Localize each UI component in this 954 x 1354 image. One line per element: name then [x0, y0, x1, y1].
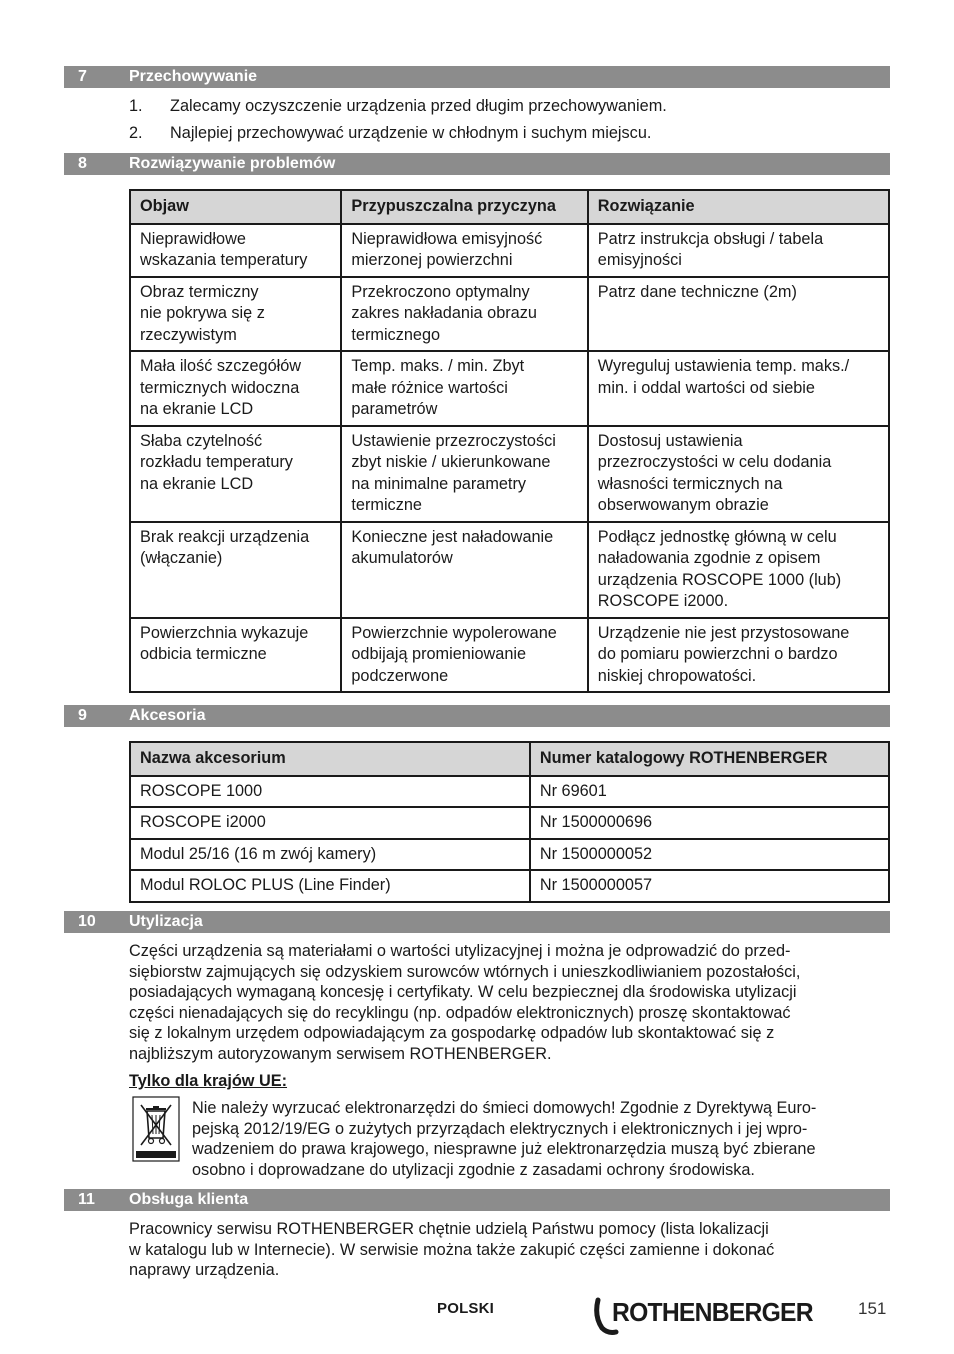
text-line: się z lokalnym urzędem odpowiadającym za gospodarkę odpadów lub skontaktować się z — [129, 1024, 775, 1043]
text-line: min. i oddal wartości od siebie — [597, 378, 815, 397]
text-line: emisyjności — [597, 251, 682, 269]
section-title: Akcesoria — [129, 707, 206, 724]
column-header: Nazwa akcesorium — [130, 742, 530, 776]
text-line: rzeczywistym — [140, 325, 237, 344]
column-header: Przypuszczalna przyczyna — [341, 190, 587, 224]
text-line: parametrów — [351, 400, 438, 418]
table-cell: Modul 25/16 (16 m zwój kamery) — [130, 839, 530, 871]
text-line: siębiorstw zajmujących się odzyskiem surowców wtórnych i unieszkodliwianiem pozostałości, — [129, 962, 801, 981]
text-line: Obraz termiczny — [140, 282, 259, 301]
table-row — [130, 870, 889, 902]
text-line: ROSCOPE i2000. — [597, 592, 729, 610]
text-line: zakres nakładania obrazu — [351, 304, 537, 322]
text-line: zbyt niskie / ukierunkowane — [351, 453, 551, 471]
table-cell — [130, 277, 341, 352]
table-cell: Nr 1500000052 — [530, 839, 889, 871]
table-header-row — [130, 190, 889, 224]
troubleshooting-table — [129, 189, 890, 693]
eu-only-heading: Tylko dla krajów UE: — [129, 1072, 288, 1090]
column-header: Numer katalogowy ROTHENBERGER — [530, 742, 889, 776]
section-number: 7 — [78, 68, 87, 85]
table-row — [130, 224, 889, 277]
table-cell — [341, 277, 587, 352]
text-line: na minimalne parametry — [351, 474, 527, 493]
text-line: mierzonej powierzchni — [351, 251, 513, 269]
table-row — [130, 807, 889, 839]
section-number: 11 — [78, 1191, 95, 1208]
section-11-header — [64, 1189, 890, 1211]
table-cell — [341, 522, 587, 618]
customer-service-paragraph — [129, 1219, 891, 1281]
text-line: naładowania zgodnie z opisem — [597, 549, 821, 567]
table-cell: ROSCOPE i2000 — [130, 807, 530, 839]
text-line: w katalogu lub w Internecie). W serwisie można także zakupić części zamienne i dokonać — [129, 1240, 775, 1259]
text-line: Części urządzenia są materiałami o wartości utylizacyjnej i można je odprowadzić do przed- — [129, 942, 791, 960]
text-line: na ekranie LCD — [140, 400, 254, 418]
list-item — [129, 96, 889, 123]
text-line: Brak reakcji urządzenia — [140, 527, 310, 546]
text-line: posiadających wymaganą koncesję i certyfikaty. W celu bezpiecznej dla środowiska utylizacji — [129, 983, 797, 1002]
list-item-text: Zalecamy oczyszczenie urządzenia przed długim przechowywaniem. — [170, 97, 667, 115]
text-line: Pracownicy serwisu ROTHENBERGER chętnie udzielą Państwu pomocy (lista lokalizacji — [129, 1220, 769, 1238]
table-cell: Nr 1500000057 — [530, 870, 889, 902]
accessories-table — [129, 741, 890, 903]
table-cell — [130, 618, 341, 693]
table-cell: Nr 69601 — [530, 776, 889, 808]
text-line: Urządzenie nie jest przystosowane — [597, 623, 850, 642]
table-row — [130, 426, 889, 522]
text-line: (włączanie) — [140, 549, 223, 567]
text-line: Powierzchnie wypolerowane — [351, 623, 557, 642]
table-cell — [130, 351, 341, 426]
text-line: wskazania temperatury — [140, 251, 308, 269]
section-title: Przechowywanie — [129, 68, 258, 85]
text-line: Wyreguluj ustawienia temp. maks./ — [597, 357, 850, 375]
text-line: podczerwone — [351, 666, 449, 685]
section-9-header — [64, 705, 890, 727]
text-line: niskiej chropowatości. — [597, 666, 757, 685]
section-title: Utylizacja — [129, 913, 203, 930]
text-line: do pomiaru powierzchni o bardzo — [597, 645, 838, 663]
text-line: na ekranie LCD — [140, 474, 254, 493]
text-line: Ustawienie przezroczystości — [351, 431, 556, 450]
text-line: obserwowanym obrazie — [597, 496, 769, 514]
text-line: małe różnice wartości — [351, 378, 508, 397]
table-row — [130, 277, 889, 352]
page-number: 151 — [858, 1299, 887, 1318]
list-item-number: 2. — [129, 124, 143, 142]
table-cell — [341, 426, 587, 522]
brand-logo — [592, 1294, 840, 1336]
text-line: najbliższym autoryzowanym serwisem ROTHENBERGER. — [129, 1044, 552, 1063]
section-title: Obsługa klienta — [129, 1191, 249, 1208]
text-line: akumulatorów — [351, 549, 453, 567]
text-line: Powierzchnia wykazuje — [140, 623, 309, 642]
text-line: części nienadających się do recyklingu (np. odpadów elektronicznych) proszę skontaktować — [129, 1003, 791, 1022]
crossed-out-wheelie-bin-icon — [132, 1096, 180, 1162]
list-item-number: 1. — [129, 97, 143, 115]
text-line: Mała ilość szczegółów — [140, 357, 302, 375]
table-cell: ROSCOPE 1000 — [130, 776, 530, 808]
section-title: Rozwiązywanie problemów — [129, 155, 336, 172]
table-cell — [341, 224, 587, 277]
text-line: urządzenia ROSCOPE 1000 (lub) — [597, 570, 842, 589]
text-line: termiczne — [351, 496, 422, 514]
table-row — [130, 618, 889, 693]
text-line: Przekroczono optymalny — [351, 282, 530, 301]
text-line: Konieczne jest naładowanie — [351, 527, 554, 546]
section-10-header — [64, 911, 890, 933]
text-line: naprawy urządzenia. — [129, 1261, 280, 1280]
section-number: 8 — [78, 155, 87, 172]
section-7-header — [64, 66, 890, 88]
text-line: wadzeniem do prawa krajowego, niesprawne już elektronarzędzia muszą być zbierane — [192, 1140, 816, 1159]
footer-language: POLSKI — [437, 1300, 495, 1317]
text-line: nie pokrywa się z — [140, 304, 265, 322]
table-cell — [588, 351, 889, 426]
text-line: Nie należy wyrzucać elektronarzędzi do śmieci domowych! Zgodnie z Dyrektywą Euro- — [192, 1099, 817, 1117]
brand-wordmark: ROTHENBERGER — [612, 1297, 813, 1327]
table-cell — [130, 224, 341, 277]
storage-list — [129, 96, 889, 150]
text-line: osobno i doprowadzane do utylizacji zgodnie z zasadami ochrony środowiska. — [192, 1160, 755, 1179]
text-line: Słaba czytelność — [140, 431, 263, 450]
text-line: pejską 2012/19/EG o zużytych przyrządach elektrycznych i elektronicznych i jej wpro- — [192, 1119, 808, 1138]
text-line: termicznych widoczna — [140, 378, 300, 397]
text-line: Temp. maks. / min. Zbyt — [351, 357, 525, 375]
table-header-row — [130, 742, 889, 776]
table-cell — [341, 618, 587, 693]
list-item — [129, 123, 889, 150]
text-line: Podłącz jednostkę główną w celu — [597, 527, 837, 546]
column-header: Objaw — [130, 190, 341, 224]
section-number: 9 — [78, 707, 87, 724]
table-row — [130, 839, 889, 871]
text-line: rozkładu temperatury — [140, 453, 293, 471]
table-row — [130, 522, 889, 618]
text-line: przezroczystości w celu dodania — [597, 453, 832, 471]
eu-disposal-text — [192, 1098, 892, 1180]
text-line: odbijają promieniowanie — [351, 645, 527, 663]
table-cell — [588, 224, 889, 277]
table-row — [130, 351, 889, 426]
table-cell: Nr 1500000696 — [530, 807, 889, 839]
text-line: własności termicznych na — [597, 474, 783, 493]
table-cell — [130, 522, 341, 618]
text-line: Nieprawidłowe — [140, 229, 246, 248]
table-cell — [588, 522, 889, 618]
table-row — [130, 776, 889, 808]
text-line: Nieprawidłowa emisyjność — [351, 229, 543, 248]
text-line: Patrz dane techniczne (2m) — [597, 282, 797, 301]
table-cell — [588, 618, 889, 693]
table-cell — [341, 351, 587, 426]
table-cell — [588, 426, 889, 522]
text-line: Dostosuj ustawienia — [597, 431, 743, 450]
table-cell — [130, 426, 341, 522]
text-line: odbicia termiczne — [140, 645, 267, 663]
section-8-header — [64, 153, 890, 175]
section-number: 10 — [78, 913, 96, 930]
text-line: termicznego — [351, 325, 441, 344]
disposal-paragraph — [129, 941, 891, 1065]
table-cell: Modul ROLOC PLUS (Line Finder) — [130, 870, 530, 902]
list-item-text: Najlepiej przechowywać urządzenie w chłodnym i suchym miejscu. — [170, 124, 652, 142]
table-cell — [588, 277, 889, 352]
text-line: Patrz instrukcja obsługi / tabela — [597, 229, 824, 248]
column-header: Rozwiązanie — [588, 190, 889, 224]
